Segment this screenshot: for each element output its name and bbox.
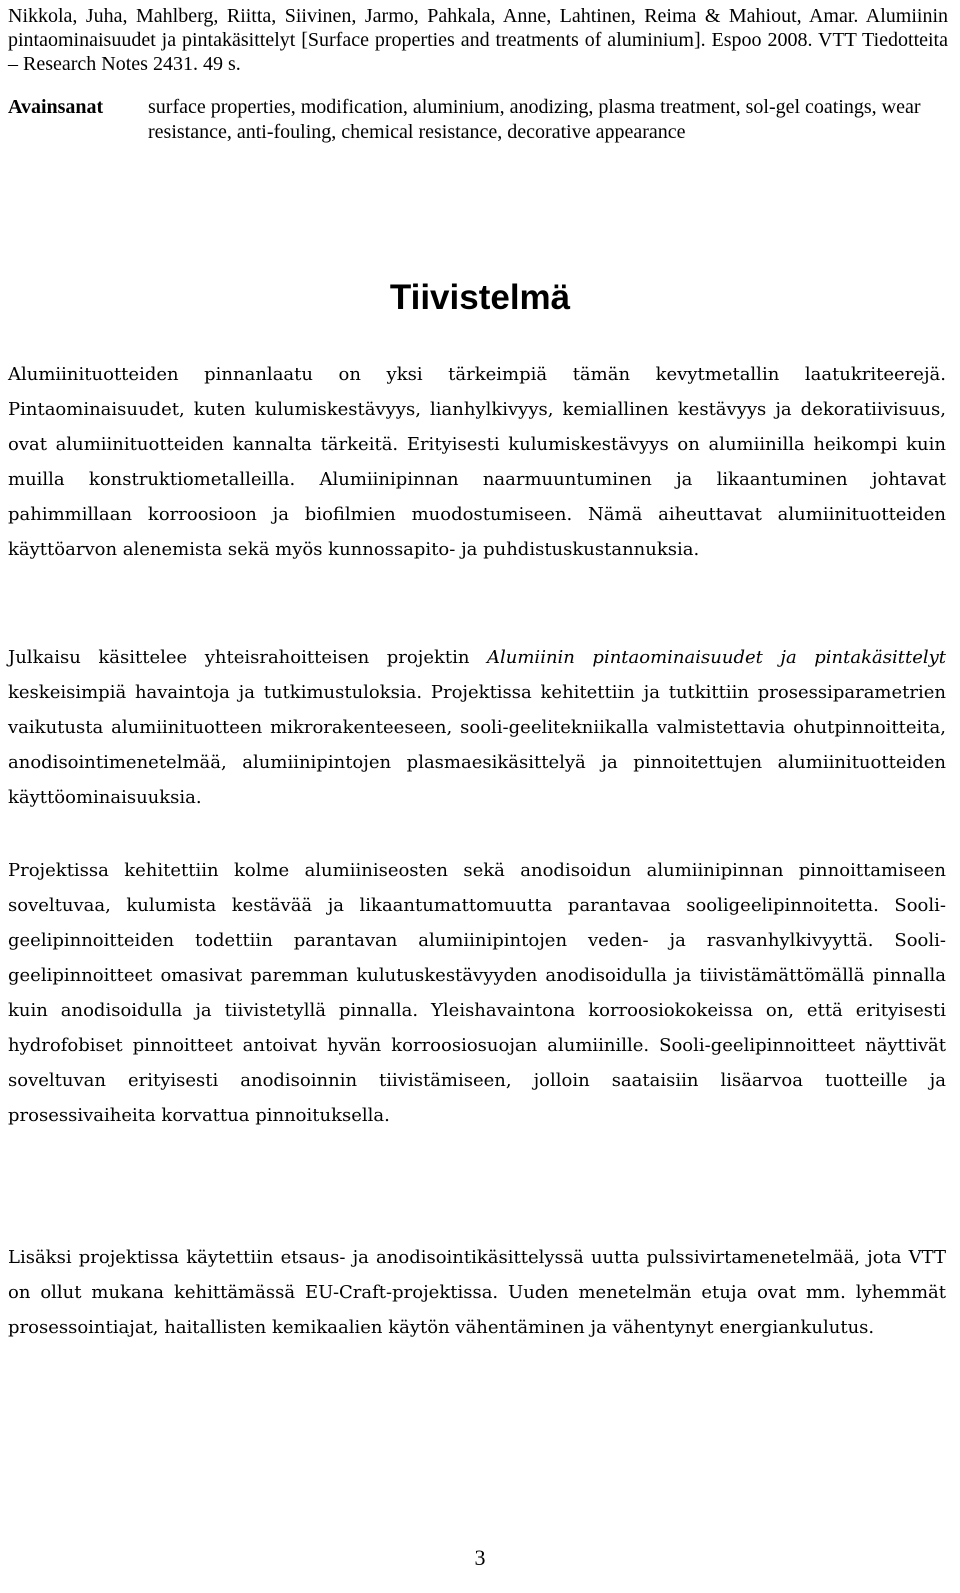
page-number: 3: [474, 1545, 486, 1570]
paragraph-4: Lisäksi projektissa käytettiin etsaus- ja anodisointikäsittelyssä uutta pulssivirtamenetelmää, jota VTT on ollut mukana kehittämässä EU-Craft-projektissa. Uuden menetelmän etuja ovat mm. lyhemmät prosessointiajat, haitallisten kemikaalien käytön vähentäminen ja vähentynyt energiankulutus.: [8, 1247, 946, 1338]
paragraph-2-after: keskeisimpiä havaintoja ja tutkimustuloksia. Projektissa kehitettiin ja tutkittiin prosessiparametrien vaikutusta alumiinituotteen mikrorakenteeseen, sooli-geelitekniikalla valmistettavia ohutpinnoitteita, anodisointimenetelmää, alumiinipintojen plasmaesikäsittelyä ja pinnoitettujen alumiinituotteiden käyttöominaisuuksia.: [8, 682, 946, 808]
paragraph-1: Alumiinituotteiden pinnanlaatu on yksi tärkeimpiä tämän kevytmetallin laatukriteerejä. Pintaominaisuudet, kuten kulumiskestävyys, lianhylkivyys, kemiallinen kestävyys ja dekoratiivisuus, ovat alumiinituotteiden kannalta tärkeitä. Erityisesti kulumiskestävyys on alumiinilla heikompi kuin muilla konstruktiometalleilla. Alumiinipinnan naarmuuntuminen ja likaantuminen johtavat pahimmillaan korroosioon ja biofilmien muodostumiseen. Nämä aiheuttavat alumiinituotteiden käyttöarvon alenemista sekä myös kunnossapito- ja puhdistuskustannuksia.: [8, 364, 946, 560]
keywords-label: Avainsanat: [8, 96, 104, 118]
page-title: Tiivistelmä: [389, 278, 571, 317]
project-title-italic: Alumiinin pintaominaisuudet ja pintakäsittelyt: [487, 647, 947, 668]
paragraph-2: [8, 640, 946, 815]
keywords-text: surface properties, modification, aluminium, anodizing, plasma treatment, sol-gel coatings, wear resistance, anti-fouling, chemical resistance, decorative appearance: [148, 96, 921, 143]
paragraph-2-before: Julkaisu käsittelee yhteisrahoitteisen projektin: [8, 647, 488, 668]
citation: Nikkola, Juha, Mahlberg, Riitta, Siivinen, Jarmo, Pahkala, Anne, Lahtinen, Reima & Mahiout, Amar. Alumiinin pintaominaisuudet ja pintakäsittelyt [Surface properties and treatments of aluminium]. Espoo 2008. VTT Tiedotteita – Research Notes 2431. 49 s.: [8, 5, 948, 75]
paragraph-3: Projektissa kehitettiin kolme alumiiniseosten sekä anodisoidun alumiinipinnan pinnoittamiseen soveltuvaa, kulumista kestävää ja likaantumattomuutta parantavaa sooligeelipinnoitetta. Sooli-geelipinnoitteiden todettiin parantavan alumiinipintojen veden- ja rasvanhylkivyyttä. Sooli-geelipinnoitteet omasivat paremman kulutuskestävyyden anodisoidulla ja tiivistämättömällä pinnalla kuin anodisoidulla ja tiivistetyllä pinnalla. Yleishavaintona korroosiokokeissa on, että erityisesti hydrofobiset pinnoitteet antoivat hyvän korroosiosuojan alumiinille. Sooli-geelipinnoitteet näyttivät soveltuvan erityisesti anodisoinnin tiivistämiseen, jolloin saataisiin lisäarvoa tuotteille ja prosessivaiheita korvattua pinnoituksella.: [8, 860, 946, 1126]
